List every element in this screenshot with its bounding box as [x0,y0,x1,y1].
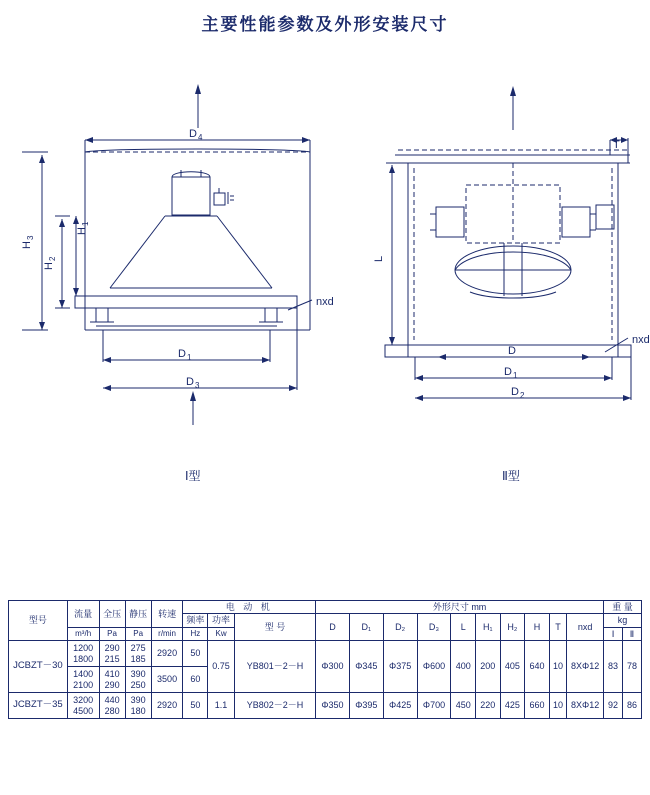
cell-dim-d: Φ300 [316,641,350,693]
th-motor: 电 动 机 [183,601,316,614]
cell-flow [67,641,99,667]
svg-text:1: 1 [187,353,192,362]
th-static-pressure: 静压 [125,601,151,628]
cell-dim-l: 450 [451,693,476,719]
cell-dim-d1: Φ395 [349,693,383,719]
th-model: 型号 [9,601,68,641]
cell-dim-d2: Φ375 [383,641,417,693]
cell-dim-d: Φ350 [316,693,350,719]
svg-text:2: 2 [520,391,525,400]
th-weight-unit: kg [604,614,642,627]
th-power: 功率 [208,614,235,627]
th-motor-model: 型 号 [234,614,315,641]
svg-text:2: 2 [48,256,57,261]
cell-dim-t: 10 [549,641,566,693]
spec-table [8,600,642,719]
cell-speed: 3500 [151,667,183,693]
th-dim-h1: H₁ [476,614,501,641]
cell-dim-l: 400 [451,641,476,693]
label-d4: D [189,128,197,140]
table-row [9,641,642,667]
svg-text:3: 3 [26,235,35,240]
th-unit-power: Kw [208,627,235,640]
label-nxd-left: nxd [316,296,334,308]
cell-dim-h1: 220 [476,693,501,719]
th-weight-2: Ⅱ [622,627,641,640]
th-dim-d1: D₁ [349,614,383,641]
label-nxd-right: nxd [632,334,650,346]
th-unit-static-pressure: Pa [125,627,151,640]
cell-flow-b: 1800 [73,653,94,664]
cell-flow: 1400 2100 [67,667,99,693]
label-d1-left: D [178,348,186,360]
cell-flow-a: 1200 [73,643,94,654]
svg-text:3: 3 [195,381,200,390]
label-h3: H [21,241,33,249]
spec-table-wrapper [8,600,642,719]
th-dim-h: H [525,614,550,641]
table-header-row-1 [9,601,642,614]
label-d3: D [186,376,194,388]
caption-type-2: Ⅱ型 [502,469,520,483]
cell-static-pressure: 275 185 [125,641,151,667]
th-dim-h2: H₂ [500,614,525,641]
label-d1-right: D [504,366,512,378]
th-unit-speed: r/min [151,627,183,640]
svg-text:1: 1 [81,221,90,226]
svg-text:1: 1 [513,371,518,380]
cell-total-pressure: 290 215 [99,641,125,667]
label-l: L [373,255,385,262]
th-unit-frequency: Hz [183,627,208,640]
cell-weight-2: 78 [622,641,641,693]
cell-dim-d3: Φ700 [417,693,451,719]
cell-dim-nxd: 8XΦ12 [567,693,604,719]
th-speed: 转速 [151,601,183,628]
cell-dim-h1: 200 [476,641,501,693]
cell-weight-2: 86 [622,693,641,719]
th-weight: 重 量 [604,601,642,614]
th-dim-d2: D₂ [383,614,417,641]
cell-model: JCBZT－35 [9,693,68,719]
label-h1: H [76,227,88,235]
th-dimensions: 外形尺寸 mm [316,601,604,614]
svg-text:4: 4 [198,133,203,142]
cell-weight-1: 83 [604,641,623,693]
cell-static-pressure: 390 250 [125,667,151,693]
cell-total-pressure: 440 280 [99,693,125,719]
cell-dim-t: 10 [549,693,566,719]
cell-weight-1: 92 [604,693,623,719]
th-dim-d3: D₃ [417,614,451,641]
cell-total-pressure: 410 290 [99,667,125,693]
cell-motor-model: YB802－2－H [234,693,315,719]
cell-frequency: 50 [183,641,208,667]
cell-power: 1.1 [208,693,235,719]
cell-dim-nxd: 8XΦ12 [567,641,604,693]
th-total-pressure: 全压 [99,601,125,628]
cell-dim-d1: Φ345 [349,641,383,693]
th-weight-1: Ⅰ [604,627,623,640]
th-dim-l: L [451,614,476,641]
cell-flow: 3200 4500 [67,693,99,719]
cell-speed: 2920 [151,641,183,667]
th-unit-flow: m³/h [67,627,99,640]
cell-frequency: 60 [183,667,208,693]
label-h2: H [43,262,55,270]
cell-power: 0.75 [208,641,235,693]
cell-dim-h: 660 [525,693,550,719]
th-frequency: 频率 [183,614,208,627]
th-flow: 流量 [67,601,99,628]
page-title: 主要性能参数及外形安装尺寸 [201,15,449,34]
th-dim-d: D [316,614,350,641]
label-d: D [508,345,516,357]
cell-dim-h: 640 [525,641,550,693]
cell-speed: 2920 [151,693,183,719]
cell-dim-h2: 425 [500,693,525,719]
label-t: T [613,139,620,151]
th-unit-total-pressure: Pa [99,627,125,640]
table-row [9,693,642,719]
th-dim-nxd: nxd [567,614,604,641]
cell-static-pressure: 390 180 [125,693,151,719]
cell-dim-h2: 405 [500,641,525,693]
cell-motor-model: YB801－2－H [234,641,315,693]
caption-type-1: Ⅰ型 [185,469,201,483]
label-d2: D [511,386,519,398]
cell-model: JCBZT－30 [9,641,68,693]
cell-dim-d2: Φ425 [383,693,417,719]
cell-frequency: 50 [183,693,208,719]
th-dim-t: T [549,614,566,641]
cell-dim-d3: Φ600 [417,641,451,693]
